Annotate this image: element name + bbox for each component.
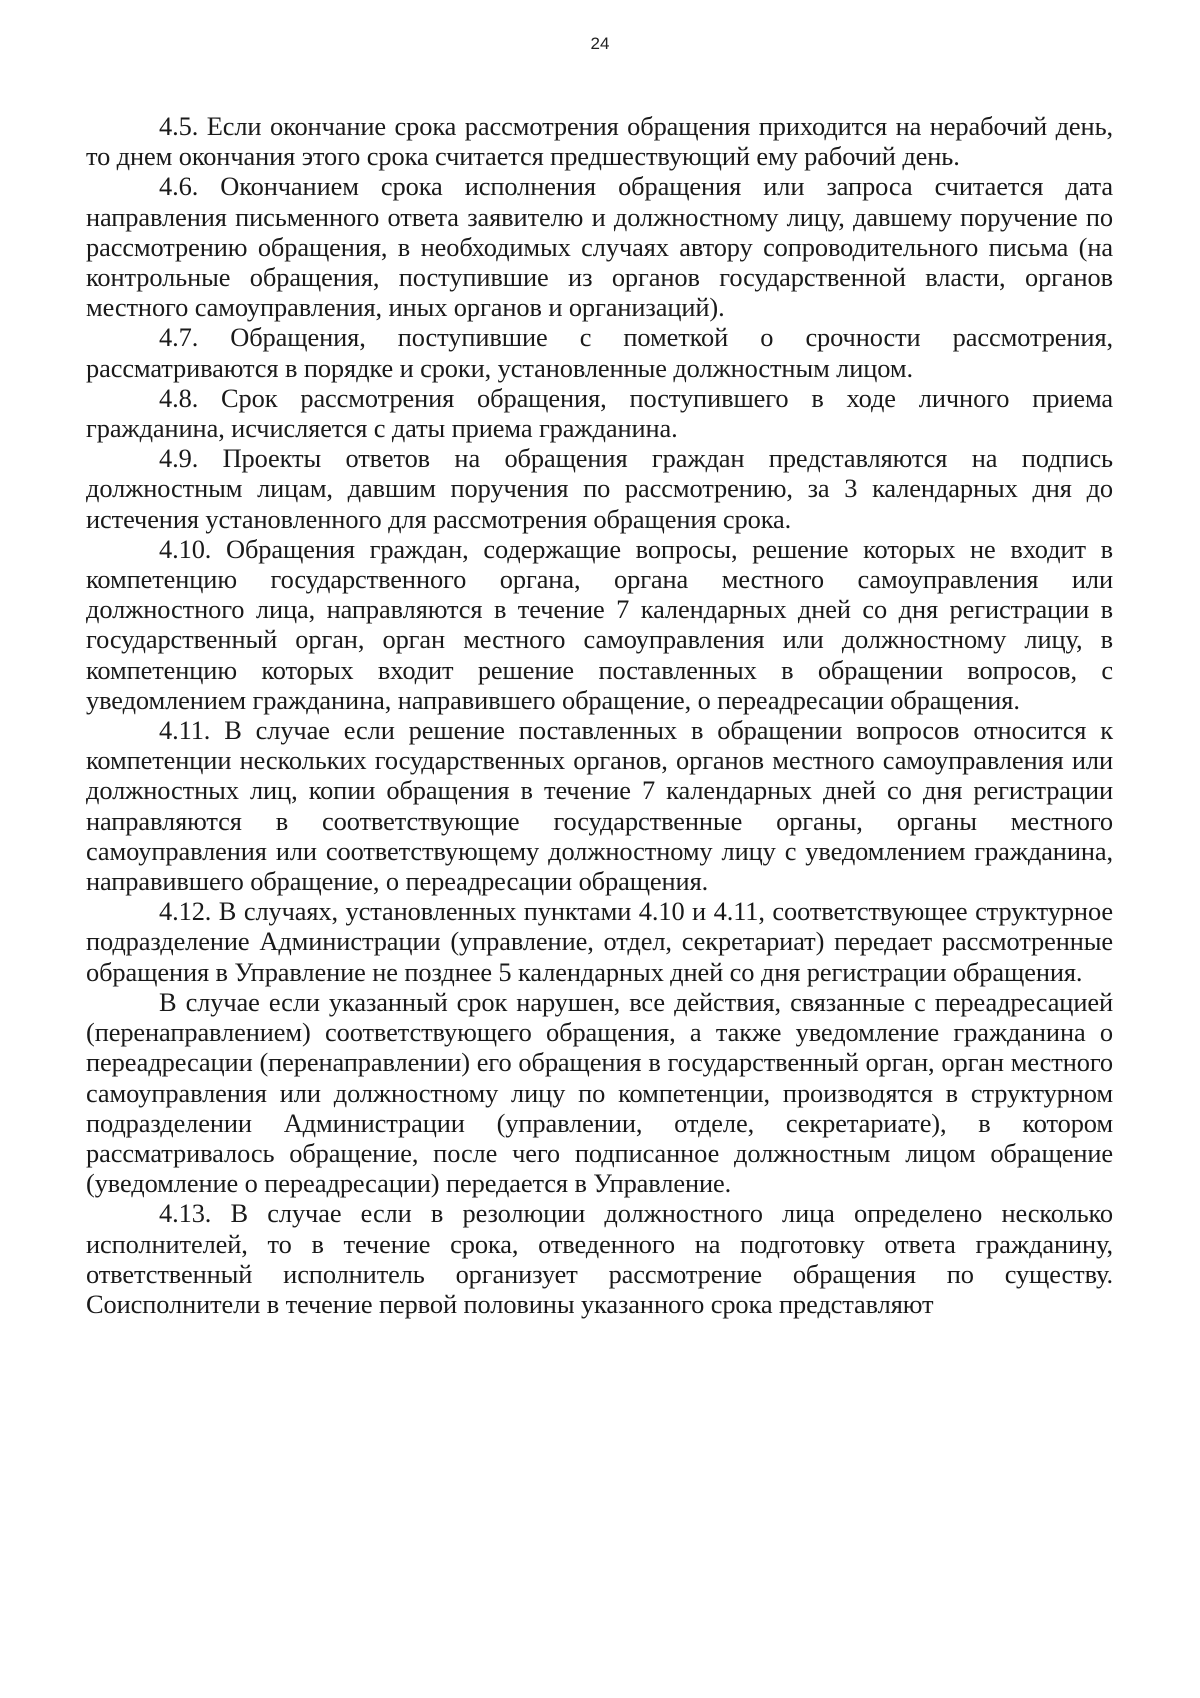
paragraph-4-11: 4.11. В случае если решение поставленных в обращении вопросов относится к компетенции нескольких государственных органов, органов местного самоуправления или должностных лиц, копии обращения в течение 7 календарных дней со дня регистрации направляются в соответствующие государственные органы, органы местного самоуправления или соответствующему должностному лицу с уведомлением гражданина, направившего обращение, о переадресации обращения. (86, 715, 1113, 897)
paragraph-4-13: 4.13. В случае если в резолюции должностного лица определено несколько исполнителей, то в течение срока, отведенного на подготовку ответа гражданину, ответственный исполнитель организует рассмотрение обращения по существу. Соисполнители в течение первой половины указанного срока представляют (86, 1198, 1113, 1319)
paragraph-4-8: 4.8. Срок рассмотрения обращения, поступившего в ходе личного приема гражданина, исчисляется с даты приема гражданина. (86, 382, 1113, 444)
paragraph-4-12: 4.12. В случаях, установленных пунктами 4.10 и 4.11, соответствующее структурное подразделение Администрации (управление, отдел, секретариат) передает рассмотренные обращения в Управление не позднее 5 календарных дней со дня регистрации обращения. (86, 896, 1113, 987)
document-body (86, 111, 1113, 1319)
page-number: 24 (590, 34, 610, 53)
paragraph-4-7: 4.7. Обращения, поступившие с пометкой о срочности рассмотрения, рассматриваются в порядке и сроки, установленные должностным лицом. (86, 322, 1113, 383)
paragraph-4-12-continued: В случае если указанный срок нарушен, все действия, связанные с переадресацией (перенаправлением) соответствующего обращения, а также уведомление гражданина о переадресации (перенаправлении) его обращения в государственный орган, орган местного самоуправления или должностному лицу по компетенции, производятся в структурном подразделении Администрации (управлении, отделе, секретариате), в котором рассматривалось обращение, после чего подписанное должностным лицом обращение (уведомление о переадресации) передается в Управление. (86, 986, 1113, 1199)
paragraph-4-6: 4.6. Окончанием срока исполнения обращения или запроса считается дата направления письменного ответа заявителю и должностному лицу, давшему поручение по рассмотрению обращения, в необходимых случаях автору сопроводительного письма (на контрольные обращения, поступившие из органов государственной власти, органов местного самоуправления, иных органов и организаций). (86, 171, 1113, 323)
paragraph-4-10: 4.10. Обращения граждан, содержащие вопросы, решение которых не входит в компетенцию государственного органа, органа местного самоуправления или должностного лица, направляются в течение 7 календарных дней со дня регистрации в государственный орган, орган местного самоуправления или должностному лицу, в компетенцию которых входит решение поставленных в обращении вопросов, с уведомлением гражданина, направившего обращение, о переадресации обращения. (86, 533, 1113, 715)
paragraph-4-5: 4.5. Если окончание срока рассмотрения обращения приходится на нерабочий день, то днем окончания этого срока считается предшествующий ему рабочий день. (86, 111, 1113, 172)
paragraph-4-9: 4.9. Проекты ответов на обращения граждан представляются на подпись должностным лицам, давшим поручения по рассмотрению, за 3 календарных дня до истечения установленного для рассмотрения обращения срока. (86, 443, 1113, 534)
